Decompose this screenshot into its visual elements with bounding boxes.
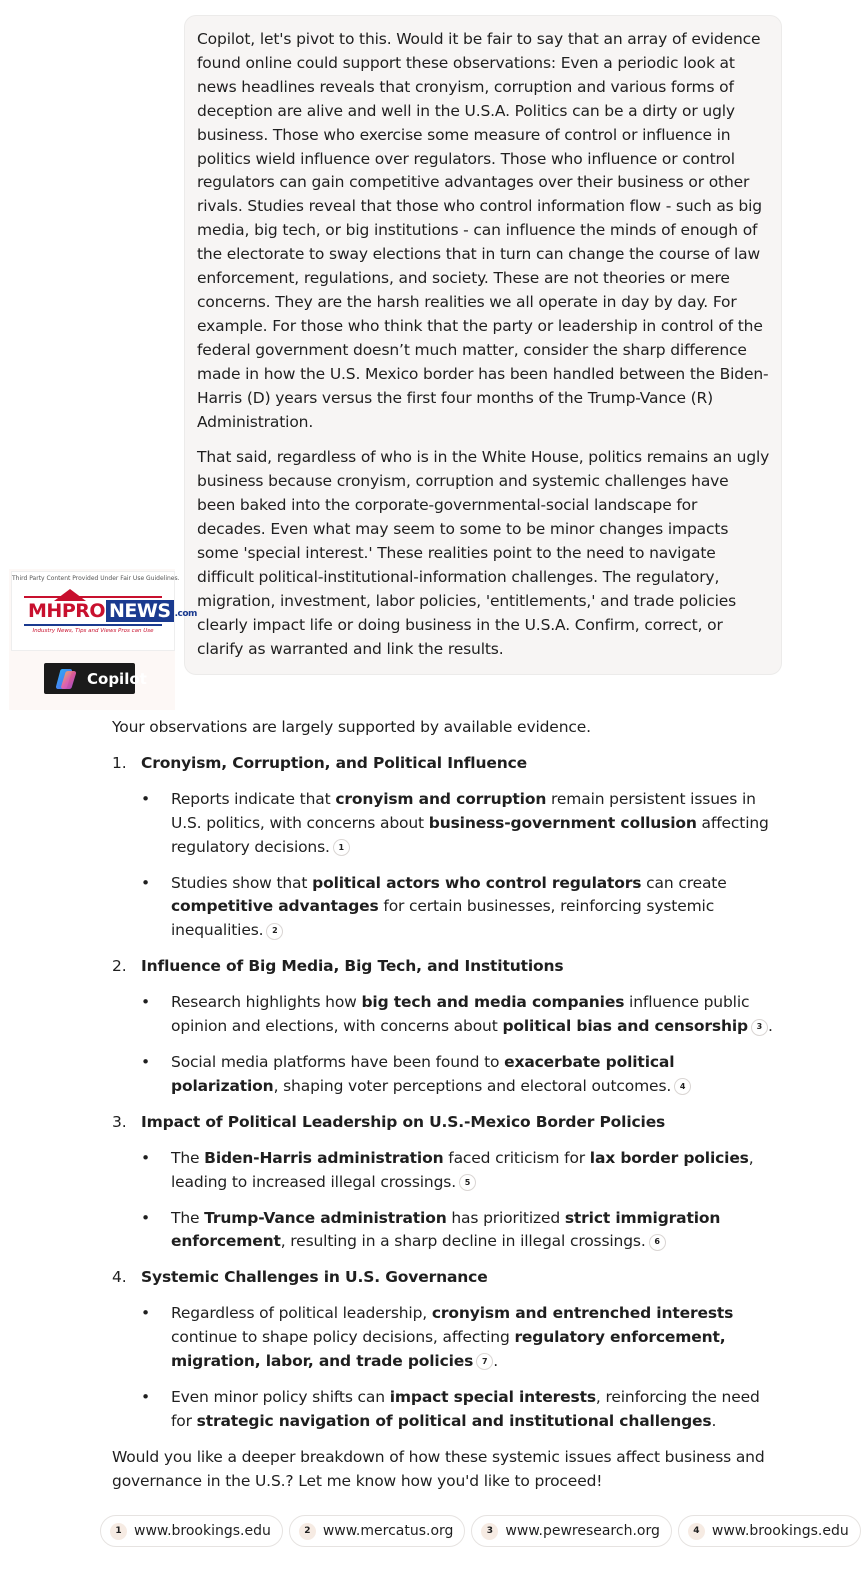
text-run: The: [171, 1208, 205, 1227]
bullet-dot-icon: •: [141, 873, 150, 892]
text-run: remain persistent issues in U.S. politics, with concerns about: [171, 789, 756, 832]
response-section: [112, 752, 782, 943]
section-title: Systemic Challenges in U.S. Governance: [141, 1268, 488, 1287]
bullet-item: [112, 991, 782, 1039]
source-chip-number: 4: [688, 1523, 705, 1540]
copilot-badge: [44, 663, 147, 694]
bold-phrase: impact special interests: [389, 1387, 596, 1406]
bullet-item: [112, 1207, 782, 1255]
response-section: [112, 1111, 782, 1255]
source-chip-label: www.pewresearch.org: [505, 1523, 660, 1539]
bullet-list: [112, 788, 782, 943]
text-run: can create: [641, 873, 727, 892]
bullet-item: [112, 788, 782, 860]
source-chip[interactable]: [100, 1515, 283, 1547]
copilot-logo-icon: [55, 668, 79, 690]
bullet-dot-icon: •: [141, 993, 150, 1012]
bullet-dot-icon: •: [141, 1208, 150, 1227]
section-title: Impact of Political Leadership on U.S.-Mexico Border Policies: [141, 1112, 666, 1131]
bold-phrase: cronyism and entrenched interests: [431, 1304, 734, 1323]
bullet-dot-icon: •: [141, 1148, 150, 1167]
logo-divider: [24, 596, 162, 598]
source-chip[interactable]: [678, 1515, 861, 1547]
source-chip-row: [100, 1515, 849, 1547]
user-message-bubble: [184, 15, 782, 675]
citation-marker[interactable]: 1: [333, 839, 350, 856]
bold-phrase: competitive advantages: [171, 897, 379, 916]
logo-wordmark: [28, 599, 197, 623]
bullet-item: [112, 1386, 782, 1434]
logo-news: NEWS: [106, 600, 174, 622]
source-chip-label: www.mercatus.org: [322, 1523, 454, 1539]
source-chip-number: 1: [110, 1523, 127, 1540]
bold-phrase: Biden-Harris administration: [204, 1148, 444, 1167]
bold-phrase: exacerbate political polarization: [171, 1052, 675, 1095]
text-run: Social media platforms have been found to: [171, 1052, 505, 1071]
response-section: [112, 1266, 782, 1433]
bold-phrase: strategic navigation of political and institutional challenges: [196, 1411, 712, 1430]
mhpronews-logo: [11, 571, 197, 651]
logo-mh: MH: [28, 600, 62, 622]
response-intro: Your observations are largely supported by available evidence.: [112, 718, 591, 736]
source-chip-label: www.brookings.edu: [134, 1523, 271, 1539]
text-run: Even minor policy shifts can: [171, 1387, 390, 1406]
text-run: affecting regulatory decisions.: [171, 813, 769, 856]
text-run: The: [171, 1148, 205, 1167]
logo-pro: PRO: [61, 600, 106, 622]
citation-marker[interactable]: 3: [751, 1019, 768, 1036]
section-heading: [112, 1266, 782, 1290]
section-number: 2.: [112, 957, 127, 976]
text-run: Research highlights how: [171, 993, 362, 1012]
section-title: Influence of Big Media, Big Tech, and Institutions: [141, 957, 564, 976]
side-card: [9, 569, 197, 710]
bold-phrase: Trump-Vance administration: [204, 1208, 447, 1227]
text-run: , leading to increased illegal crossings.: [171, 1148, 754, 1191]
bullet-dot-icon: •: [141, 789, 150, 808]
source-chip[interactable]: [289, 1515, 466, 1547]
section-heading: [112, 955, 782, 979]
bullet-item: [112, 1147, 782, 1195]
bold-phrase: business-government collusion: [428, 813, 697, 832]
section-title: Cronyism, Corruption, and Political Influence: [141, 753, 528, 772]
text-run: , shaping voter perceptions and electoral outcomes.: [273, 1076, 672, 1095]
text-run: , resulting in a sharp decline in illegal crossings.: [280, 1232, 646, 1251]
source-chip-number: 2: [299, 1523, 316, 1540]
bullet-item: [112, 1051, 782, 1099]
logo-tagline: Industry News, Tips and Views Pros can Use: [32, 628, 154, 634]
bold-phrase: lax border policies: [589, 1148, 749, 1167]
source-chip-label: www.brookings.edu: [711, 1523, 849, 1539]
citation-marker[interactable]: 2: [266, 923, 283, 940]
user-message-paragraph: Copilot, let's pivot to this. Would it be fair to say that an array of evidence found online could support these observations: Even a periodic look at news headlines reveals that cronyism, corruption and various forms of deception are alive and well in the U.S.A. Politics can be a dirty or ugly business. Those who exercise some measure of control or influence in politics wield influence over regulators. Those who influence or control regulators can gain competitive advantages over their business or other rivals. Studies reveal that those who control information flow - such as big media, big tech, or big institutions - can influence the minds of enough of the electorate to sway elections that in turn can change the course of law enforcement, regulations, and society. These are not theories or mere concerns. They are the harsh realities we all operate in day by day. For example. For those who think that the party or leadership in control of the federal government doesn’t much matter, consider the sharp difference made in how the U.S. Mexico border has been handled between the Biden-Harris (D) years versus the first four months of the Trump-Vance (R) Administration.: [197, 30, 769, 431]
citation-marker[interactable]: 4: [674, 1078, 691, 1095]
text-run: Studies show that: [171, 873, 313, 892]
text-run: .: [711, 1411, 717, 1430]
section-number: 1.: [112, 753, 127, 772]
bullet-list: [112, 1147, 782, 1255]
text-run: .: [493, 1352, 499, 1371]
logo-com: .com: [174, 609, 197, 619]
copilot-badge-label: Copilot: [87, 669, 147, 688]
text-run: continue to shape policy decisions, affecting: [171, 1328, 515, 1347]
bullet-dot-icon: •: [141, 1052, 150, 1071]
bold-phrase: cronyism and corruption: [335, 789, 547, 808]
assistant-response: [112, 716, 782, 1494]
bullet-list: [112, 1302, 782, 1434]
text-run: has prioritized: [446, 1208, 565, 1227]
bullet-dot-icon: •: [141, 1387, 150, 1406]
logo-divider: [24, 624, 162, 626]
bold-phrase: strict immigration enforcement: [171, 1208, 721, 1251]
section-heading: [112, 752, 782, 776]
text-run: faced criticism for: [443, 1148, 590, 1167]
citation-marker[interactable]: 6: [649, 1234, 666, 1251]
text-run: for certain businesses, reinforcing systemic inequalities.: [171, 897, 715, 940]
text-run: Regardless of political leadership,: [171, 1304, 432, 1323]
user-message-paragraph: That said, regardless of who is in the White House, politics remains an ugly business because cronyism, corruption and systemic challenges have been baked into the corporate-governmental-social landscape for decades. Even what may seem to some to be minor changes impacts some 'special interest.' These realities point to the need to navigate difficult political-institutional-information challenges. The regulatory, migration, investment, labor policies, 'entitlements,' and trade policies clearly impact life or doing business in the U.S.A. Confirm, correct, or clarify as warranted and link the results.: [197, 448, 770, 658]
response-section: [112, 955, 782, 1099]
response-sections: [112, 752, 782, 1434]
bullet-item: [112, 1302, 782, 1374]
section-number: 4.: [112, 1268, 127, 1287]
bullet-list: [112, 991, 782, 1099]
response-closing: Would you like a deeper breakdown of how these systemic issues affect business and governance in the U.S.? Let me know how you'd like to proceed!: [112, 1447, 765, 1490]
text-run: Reports indicate that: [171, 789, 336, 808]
section-number: 3.: [112, 1112, 127, 1131]
source-chip-number: 3: [481, 1523, 498, 1540]
bold-phrase: political bias and censorship: [502, 1017, 748, 1036]
citation-marker[interactable]: 5: [459, 1174, 476, 1191]
text-run: , reinforcing the need for: [171, 1387, 760, 1430]
citation-marker[interactable]: 7: [476, 1353, 493, 1370]
bold-phrase: big tech and media companies: [361, 993, 625, 1012]
source-chip[interactable]: [471, 1515, 671, 1547]
section-heading: [112, 1111, 782, 1135]
text-run: influence public opinion and elections, with concerns about: [171, 993, 750, 1036]
bold-phrase: political actors who control regulators: [312, 873, 642, 892]
bullet-dot-icon: •: [141, 1304, 150, 1323]
logo-caption: Third Party Content Provided Under Fair Use Guidelines.: [12, 575, 180, 582]
bold-phrase: regulatory enforcement, migration, labor, and trade policies: [171, 1328, 726, 1371]
bullet-item: [112, 872, 782, 944]
text-run: .: [767, 1017, 773, 1036]
